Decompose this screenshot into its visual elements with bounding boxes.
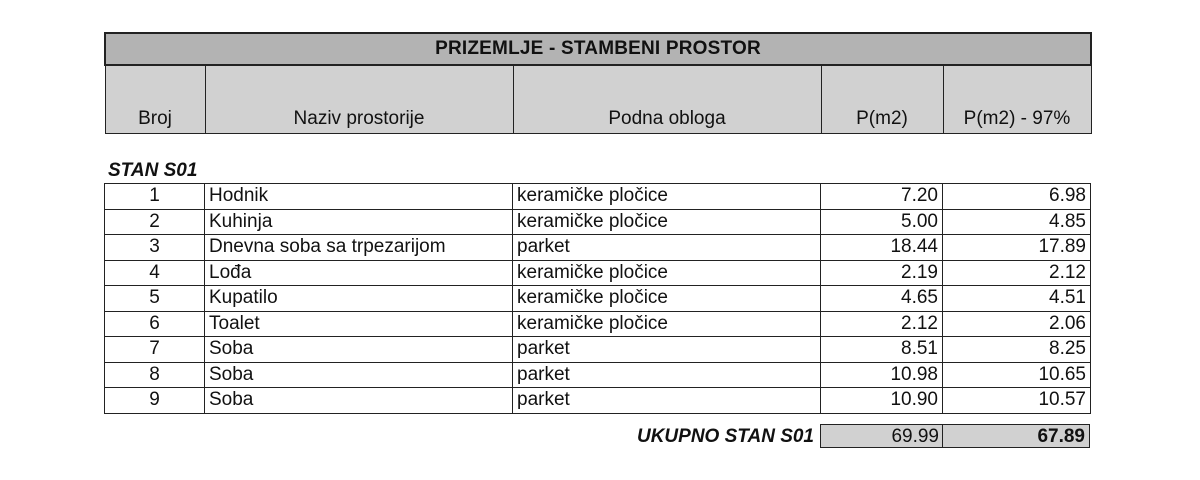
floor-covering: keramičke pločice xyxy=(513,311,821,337)
table-row xyxy=(105,235,1091,261)
table-row xyxy=(105,388,1091,414)
row-number: 8 xyxy=(105,362,205,388)
floor-covering: parket xyxy=(513,362,821,388)
floor-covering: parket xyxy=(513,388,821,414)
area-97-value: 4.51 xyxy=(943,286,1091,312)
rooms-table xyxy=(104,183,1091,414)
table-row xyxy=(105,209,1091,235)
row-number: 4 xyxy=(105,260,205,286)
room-name: Soba xyxy=(205,337,513,363)
row-number: 6 xyxy=(105,311,205,337)
area-value: 5.00 xyxy=(821,209,943,235)
table-row xyxy=(105,311,1091,337)
row-number: 5 xyxy=(105,286,205,312)
area-value: 10.98 xyxy=(821,362,943,388)
row-number: 9 xyxy=(105,388,205,414)
area-97-value: 10.65 xyxy=(943,362,1091,388)
area-97-value: 17.89 xyxy=(943,235,1091,261)
area-97-value: 8.25 xyxy=(943,337,1091,363)
room-name: Soba xyxy=(205,362,513,388)
area-value: 2.19 xyxy=(821,260,943,286)
room-name: Hodnik xyxy=(205,184,513,210)
room-name: Dnevna soba sa trpezarijom xyxy=(205,235,513,261)
row-number: 3 xyxy=(105,235,205,261)
row-number: 7 xyxy=(105,337,205,363)
area-97-value: 2.12 xyxy=(943,260,1091,286)
header-table xyxy=(104,32,1092,134)
area-value: 2.12 xyxy=(821,311,943,337)
table-row xyxy=(105,260,1091,286)
area-97-value: 4.85 xyxy=(943,209,1091,235)
column-header-p97: P(m2) - 97% xyxy=(943,65,1091,134)
area-97-value: 10.57 xyxy=(943,388,1091,414)
room-name: Soba xyxy=(205,388,513,414)
floor-covering: parket xyxy=(513,337,821,363)
column-header-broj: Broj xyxy=(105,65,205,134)
area-value: 18.44 xyxy=(821,235,943,261)
column-header-p: P(m2) xyxy=(821,65,943,134)
table-title: PRIZEMLJE - STAMBENI PROSTOR xyxy=(105,33,1091,65)
table-row xyxy=(105,337,1091,363)
room-name: Toalet xyxy=(205,311,513,337)
room-name: Kupatilo xyxy=(205,286,513,312)
area-value: 7.20 xyxy=(821,184,943,210)
room-name: Lođa xyxy=(205,260,513,286)
total-label: UKUPNO STAN S01 xyxy=(636,426,814,447)
floor-covering: keramičke pločice xyxy=(513,286,821,312)
table-row xyxy=(105,286,1091,312)
table-row xyxy=(105,362,1091,388)
section-label: STAN S01 xyxy=(108,160,198,181)
area-97-value: 2.06 xyxy=(943,311,1091,337)
area-value: 8.51 xyxy=(821,337,943,363)
column-header-obloga: Podna obloga xyxy=(513,65,821,134)
room-name: Kuhinja xyxy=(205,209,513,235)
area-value: 10.90 xyxy=(821,388,943,414)
total-area-value: 69.99 xyxy=(820,424,944,448)
row-number: 1 xyxy=(105,184,205,210)
row-number: 2 xyxy=(105,209,205,235)
column-header-naziv: Naziv prostorije xyxy=(205,65,513,134)
floor-covering: keramičke pločice xyxy=(513,260,821,286)
floor-covering: parket xyxy=(513,235,821,261)
floor-covering: keramičke pločice xyxy=(513,209,821,235)
area-value: 4.65 xyxy=(821,286,943,312)
table-row xyxy=(105,184,1091,210)
total-area-97-value: 67.89 xyxy=(942,424,1090,448)
floor-covering: keramičke pločice xyxy=(513,184,821,210)
area-97-value: 6.98 xyxy=(943,184,1091,210)
